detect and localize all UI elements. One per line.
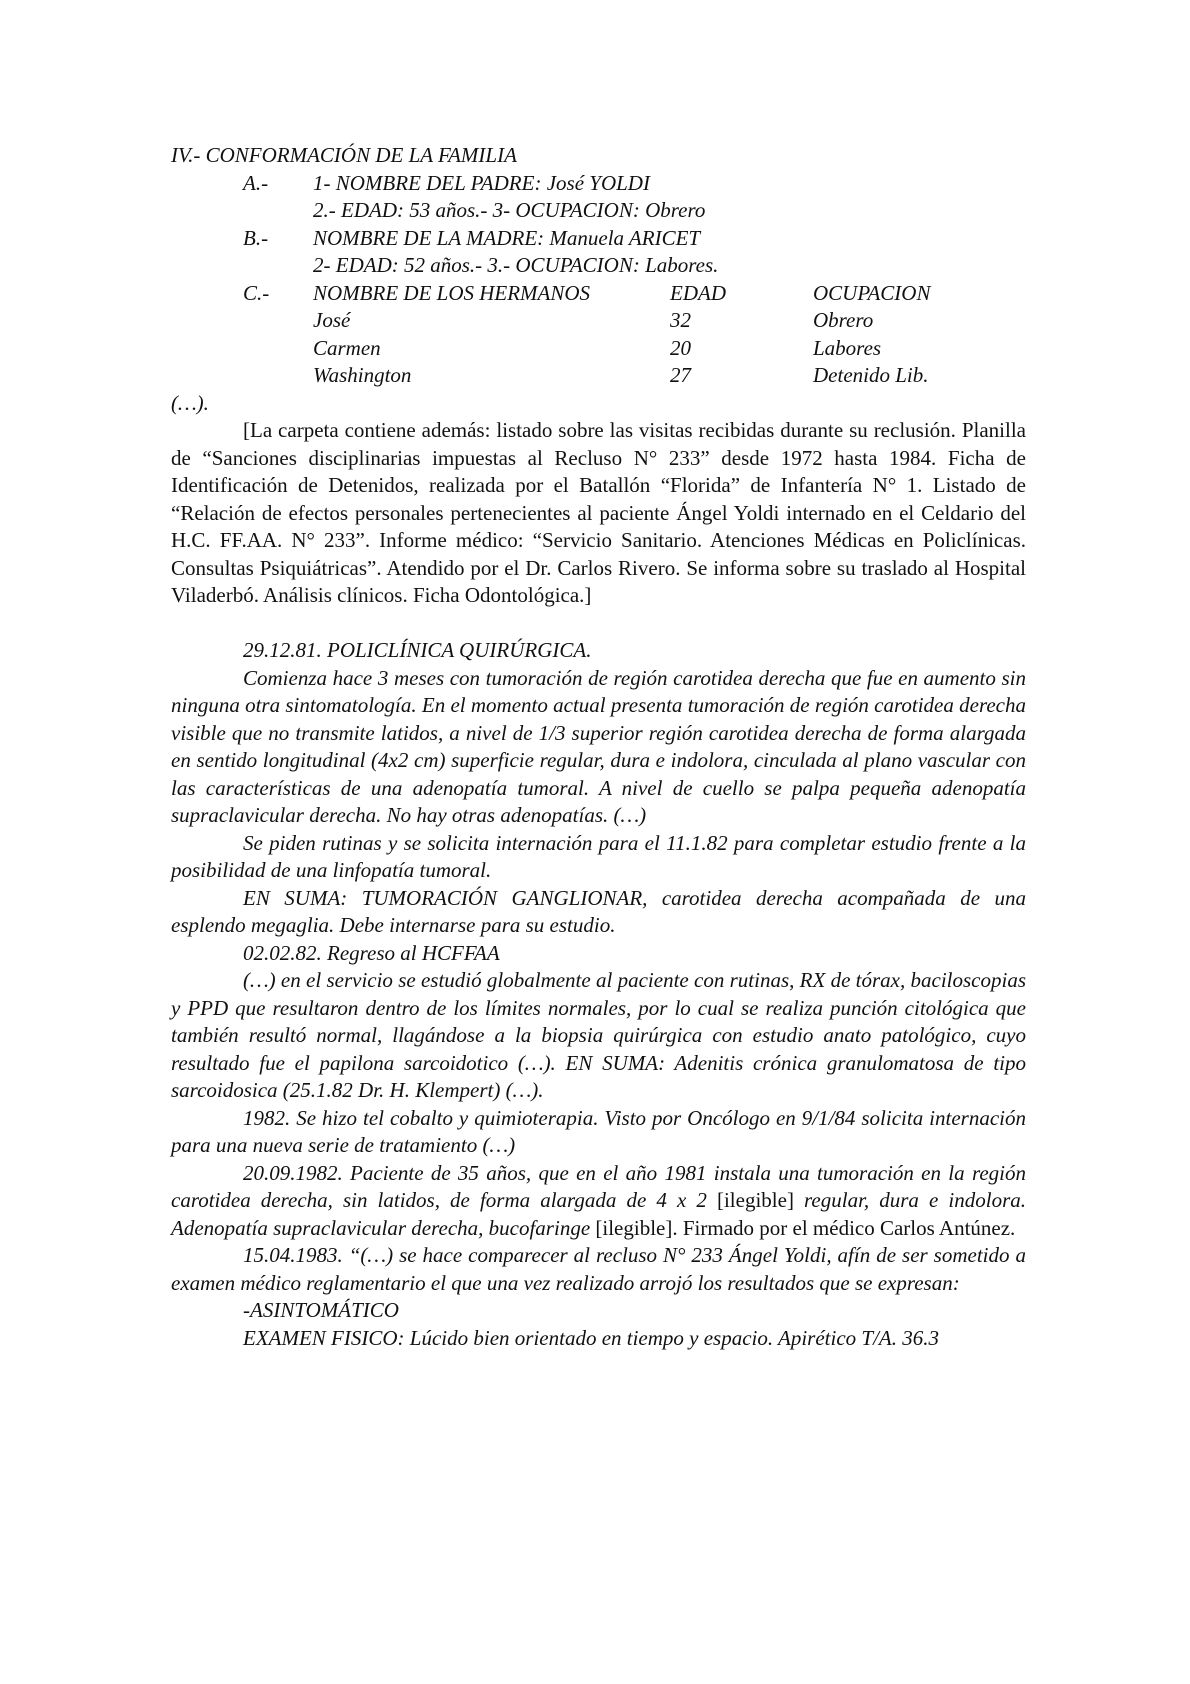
siblings-header-occupation: OCUPACION	[813, 280, 931, 305]
sibling-name: Washington	[313, 363, 412, 387]
sibling-name: José	[313, 308, 351, 332]
clinical-text: 20.09.1982. Paciente de 35 años, que en el año 1981 instala una tumoración en la región carotidea derecha, sin latidos, de forma alargada de 4 x 2	[171, 1160, 1026, 1212]
clinical-paragraph: 15.04.1983. “(…) se hace comparecer al recluso N° 233 Ángel Yoldi, afín de ser sometido a examen médico reglamentario el que una vez realizado arrojó los resultados que se expresan:	[171, 1243, 1026, 1295]
clinical-paragraph: 1982. Se hizo tel cobalto y quimioterapia. Visto por Oncólogo en 9/1/84 solicita internación para una nueva serie de tratamiento (…)	[171, 1105, 1026, 1157]
sibling-occupation: Obrero	[813, 308, 874, 332]
sibling-name: Carmen	[313, 335, 381, 360]
item-letter-a: A.-	[243, 170, 269, 195]
illegible-note: [ilegible]	[716, 1188, 794, 1212]
mother-details: 2- EDAD: 52 años.- 3.- OCUPACION: Labores.	[313, 253, 719, 277]
clinical-paragraph: EN SUMA: TUMORACIÓN GANGLIONAR, carotidea derecha acompañada de una esplendo megaglia. Debe internarse para su estudio.	[171, 885, 1026, 937]
mother-details-row	[171, 252, 1026, 280]
illegible-note: [ilegible]	[595, 1215, 673, 1240]
clinical-line: -ASINTOMÁTICO	[243, 1298, 399, 1322]
sibling-age: 32	[670, 308, 691, 332]
sibling-row	[171, 307, 1026, 335]
father-row	[171, 170, 1026, 198]
ellipsis-marker: (…).	[171, 390, 209, 415]
clinical-paragraph: EXAMEN FISICO: Lúcido bien orientado en tiempo y espacio. Apirético T/A. 36.3	[243, 1325, 939, 1350]
item-letter-b: B.-	[243, 225, 269, 250]
mother-row	[171, 225, 1026, 253]
clinical-paragraph: Se piden rutinas y se solicita internación para el 11.1.82 para completar estudio frente a la posibilidad de una linfopatía tumoral.	[171, 830, 1026, 882]
folder-contents-note: [La carpeta contiene además: listado sobre las visitas recibidas durante su reclusión. Planilla de “Sanciones disciplinarias impuestas al Recluso N° 233” desde 1972 hasta 1984. Ficha de Identificación de Detenidos, realizada por el Batallón “Florida” de Infantería N° 1. Listado de “Relación de efectos personales pertenecientes al paciente Ángel Yoldi internado en el Celdario del H.C. FF.AA. N° 233”. Informe médico: “Servicio Sanitario. Atenciones Médicas en Policlínicas. Consultas Psiquiátricas”. Atendido por el Dr. Carlos Rivero. Se informa sobre su traslado al Hospital Viladerbó. Análisis clínicos. Ficha Odontológica.]	[171, 418, 1026, 607]
mother-name: NOMBRE DE LA MADRE: Manuela ARICET	[313, 225, 701, 250]
clinical-paragraph: (…) en el servicio se estudió globalmente al paciente con rutinas, RX de tórax, baciloscopias y PPD que resultaron dentro de los límites normales, por lo cual se realiza punción citológica que también resultó normal, llagándose a la biopsia quirúrgica con estudio anato patológico, cuyo resultado fue el papilona sarcoidotico (…). EN SUMA: Adenitis crónica granulomatosa de tipo sarcoidosica (25.1.82 Dr. H. Klempert) (…).	[171, 968, 1026, 1102]
entry-heading-regreso: 02.02.82. Regreso al HCFFAA	[243, 940, 500, 965]
section-heading: IV.- CONFORMACIÓN DE LA FAMILIA	[171, 143, 517, 167]
sibling-row	[171, 362, 1026, 390]
clinical-text: regular, dura e indolora. Adenopatía supraclavicular derecha, bucofaringe	[171, 1188, 1026, 1240]
sibling-row	[171, 335, 1026, 363]
father-details: 2.- EDAD: 53 años.- 3- OCUPACION: Obrero	[313, 198, 706, 222]
father-details-row	[171, 197, 1026, 225]
item-letter-c: C.-	[243, 280, 270, 305]
sibling-age: 20	[670, 335, 691, 360]
signature-note: . Firmado por el médico Carlos Antúnez.	[672, 1215, 1016, 1240]
siblings-header-name: NOMBRE DE LOS HERMANOS	[313, 280, 591, 305]
clinical-paragraph-mixed	[171, 1160, 1026, 1243]
siblings-header-row	[171, 280, 1026, 308]
siblings-header-age: EDAD	[670, 280, 726, 305]
paragraph-gap	[171, 610, 1026, 638]
clinical-paragraph: Comienza hace 3 meses con tumoración de región carotidea derecha que fue en aumento sin ninguna otra sintomatología. En el momento actual presenta tumoración de región carotidea derecha visible que no transmite latidos, a nivel de 1/3 superior región carotidea derecha de forma alargada en sentido longitudinal (4x2 cm) superficie regular, dura e indolora, cinculada al plano vascular con las características de una adenopatía tumoral. A nivel de cuello se palpa pequeña adenopatía supraclavicular derecha. No hay otras adenopatías. (…)	[171, 665, 1026, 827]
sibling-age: 27	[670, 363, 691, 387]
sibling-occupation: Detenido Lib.	[813, 363, 929, 387]
entry-heading-policlinica: 29.12.81. POLICLÍNICA QUIRÚRGICA.	[243, 638, 592, 662]
sibling-occupation: Labores	[813, 335, 882, 360]
father-name: 1- NOMBRE DEL PADRE: José YOLDI	[313, 170, 650, 195]
document-body	[171, 142, 1026, 1352]
